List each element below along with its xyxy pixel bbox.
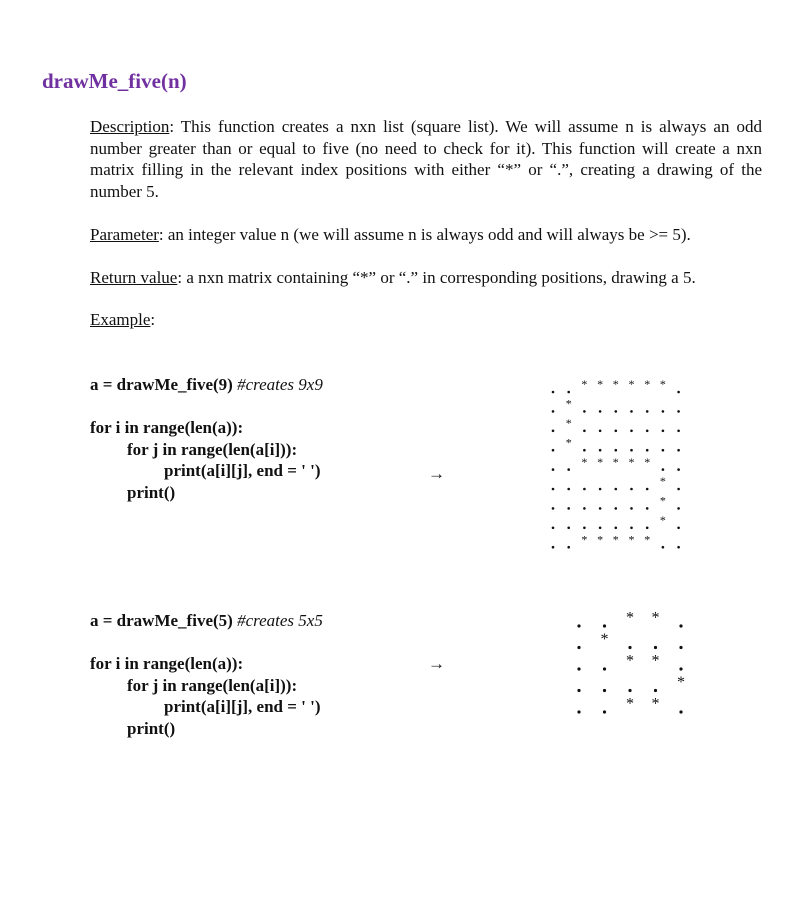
grid-cell-star: * (677, 674, 685, 692)
grid-cell-dot (615, 488, 618, 491)
grid-cell-star: * (628, 377, 635, 392)
grid-cell-dot (654, 646, 657, 649)
code-call: a = drawMe_five(5) (90, 611, 238, 630)
grid-cell-star: * (597, 454, 604, 469)
grid-cell-dot (662, 410, 665, 413)
parameter-paragraph (90, 224, 762, 246)
grid-cell-star: * (628, 532, 635, 547)
output-arrow-2: → (428, 654, 445, 673)
code-call-line (90, 610, 323, 632)
code-comment: #creates 9x9 (237, 375, 323, 394)
grid-cell-star: * (612, 454, 619, 469)
grid-cell-dot (662, 546, 665, 549)
grid-cell-star: * (581, 532, 588, 547)
grid-cell-dot (552, 488, 555, 491)
grid-cell-star: * (597, 532, 604, 547)
grid-cell-dot (567, 546, 570, 549)
grid-cell-dot (552, 546, 555, 549)
grid-cell-dot (583, 507, 586, 510)
description-label: Description (90, 117, 170, 136)
output-grid-2 (577, 610, 685, 714)
grid-cell-dot (615, 410, 618, 413)
grid-cell-dot (677, 449, 680, 452)
grid-cell-dot (577, 667, 580, 670)
grid-cell-dot (567, 507, 570, 510)
grid-cell-star: * (581, 377, 588, 392)
grid-cell-dot (677, 410, 680, 413)
example-colon: : (150, 310, 156, 329)
grid-cell-dot (552, 527, 555, 530)
code-call: a = drawMe_five(9) (90, 375, 238, 394)
code-loop-outer: for i in range(len(a)): (90, 418, 244, 437)
grid-cell-star: * (659, 493, 666, 508)
grid-cell-dot (567, 527, 570, 530)
parameter-text: : an integer value n (we will assume n is always odd and will always be >= 5). (158, 225, 691, 244)
grid-cell-dot (577, 710, 580, 713)
grid-cell-dot (552, 430, 555, 433)
grid-cell-dot (583, 527, 586, 530)
grid-cell-star: * (626, 652, 634, 670)
grid-cell-dot (628, 689, 631, 692)
grid-cell-dot (646, 507, 649, 510)
grid-cell-dot (583, 449, 586, 452)
grid-cell-dot (577, 624, 580, 627)
code-call-line (90, 374, 323, 396)
grid-cell-star: * (565, 416, 572, 430)
grid-cell-dot (603, 710, 606, 713)
output-grid-1 (552, 377, 680, 548)
grid-cell-star: * (626, 695, 634, 713)
grid-cell-star: * (659, 513, 666, 527)
grid-cell-dot (646, 430, 649, 433)
grid-cell-star: * (600, 631, 609, 649)
page-title: drawMe_five(n) (42, 69, 187, 93)
grid-cell-dot (646, 527, 649, 530)
grid-cell-dot (646, 410, 649, 413)
grid-cell-dot (630, 410, 633, 413)
code-example-1 (90, 374, 323, 503)
code-loop-outer: for i in range(len(a)): (90, 654, 244, 673)
grid-cell-dot (599, 449, 602, 452)
grid-cell-star: * (565, 435, 572, 450)
grid-cell-dot (577, 689, 580, 692)
code-print-cell: print(a[i][j], end = ' ') (164, 697, 321, 716)
grid-cell-dot (599, 527, 602, 530)
grid-cell-dot (552, 449, 555, 452)
grid-cell-dot (677, 488, 680, 491)
grid-cell-dot (567, 391, 570, 394)
grid-cell-dot (567, 488, 570, 491)
grid-cell-star: * (651, 652, 660, 670)
grid-cell-dot (662, 449, 665, 452)
grid-cell-star: * (651, 695, 660, 713)
description-paragraph (90, 116, 762, 202)
grid-cell-dot (599, 430, 602, 433)
return-value-text: : a nxn matrix containing “*” or “.” in corresponding positions, drawing a 5. (177, 268, 696, 287)
grid-cell-dot (603, 689, 606, 692)
grid-cell-dot (615, 527, 618, 530)
grid-cell-dot (552, 468, 555, 471)
grid-cell-star: * (644, 532, 651, 547)
grid-cell-dot (679, 710, 682, 713)
grid-cell-dot (646, 488, 649, 491)
code-print-line: print() (127, 482, 176, 502)
grid-cell-dot (646, 449, 649, 452)
grid-cell-star: * (644, 377, 651, 392)
grid-cell-dot (679, 624, 682, 627)
grid-cell-dot (552, 391, 555, 394)
return-value-paragraph (90, 267, 762, 289)
grid-cell-star: * (565, 396, 572, 411)
grid-cell-dot (677, 430, 680, 433)
grid-cell-dot (599, 410, 602, 413)
grid-cell-star: * (581, 454, 588, 469)
grid-cell-star: * (651, 609, 660, 627)
grid-cell-dot (615, 430, 618, 433)
grid-cell-dot (615, 507, 618, 510)
grid-cell-star: * (612, 377, 619, 392)
grid-cell-star: * (626, 609, 634, 627)
output-arrow-1: → (428, 464, 445, 483)
grid-cell-dot (677, 527, 680, 530)
grid-cell-dot (630, 449, 633, 452)
code-loop-inner: for j in range(len(a[i])): (127, 675, 298, 695)
grid-cell-dot (583, 488, 586, 491)
grid-cell-dot (630, 527, 633, 530)
grid-cell-dot (677, 391, 680, 394)
grid-cell-dot (603, 667, 606, 670)
grid-cell-dot (583, 410, 586, 413)
example-heading (90, 309, 762, 331)
code-print-line: print() (127, 718, 176, 738)
code-comment: #creates 5x5 (237, 611, 323, 630)
code-print-cell: print(a[i][j], end = ' ') (164, 461, 321, 480)
grid-cell-star: * (659, 377, 666, 392)
grid-cell-star: * (659, 474, 666, 489)
grid-cell-dot (599, 507, 602, 510)
grid-cell-dot (615, 449, 618, 452)
description-text: : This function creates a nxn list (square list). We will assume n is always an odd number greater than or equal to five (no need to check for it). This function will create a nxn matrix filling in the relevant index positions with either “*” or “.”, creating a drawing of the number 5. (90, 117, 762, 201)
code-loop-inner: for j in range(len(a[i])): (127, 439, 298, 459)
code-example-2 (90, 610, 323, 739)
grid-cell-dot (654, 689, 657, 692)
grid-cell-dot (677, 507, 680, 510)
grid-cell-dot (630, 507, 633, 510)
grid-cell-dot (628, 646, 631, 649)
grid-cell-dot (599, 488, 602, 491)
grid-cell-dot (677, 546, 680, 549)
grid-cell-dot (679, 646, 682, 649)
grid-cell-dot (552, 410, 555, 413)
grid-cell-star: * (628, 454, 635, 469)
grid-cell-dot (567, 468, 570, 471)
grid-cell-dot (583, 430, 586, 433)
grid-cell-dot (679, 667, 682, 670)
grid-cell-star: * (644, 454, 651, 469)
grid-cell-dot (662, 430, 665, 433)
grid-cell-dot (662, 468, 665, 471)
grid-cell-dot (603, 624, 606, 627)
grid-cell-star: * (612, 532, 619, 547)
grid-cell-dot (552, 507, 555, 510)
grid-cell-star: * (597, 377, 604, 392)
grid-cell-dot (630, 430, 633, 433)
example-label: Example (90, 310, 151, 329)
return-value-label: Return value (90, 268, 178, 287)
grid-cell-dot (577, 646, 580, 649)
grid-cell-dot (630, 488, 633, 491)
grid-cell-dot (677, 468, 680, 471)
parameter-label: Parameter (90, 225, 159, 244)
